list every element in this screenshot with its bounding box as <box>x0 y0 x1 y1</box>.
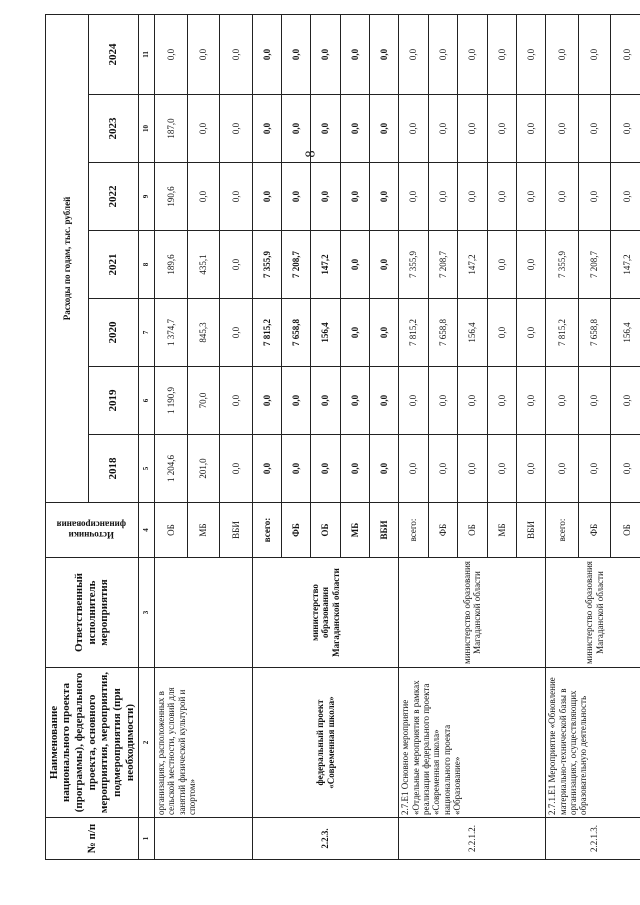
column-index: 1 <box>139 818 155 860</box>
funding-source: ФБ <box>578 503 611 558</box>
value-cell: 0,0 <box>399 435 428 503</box>
value-cell: 0,0 <box>340 163 369 231</box>
value-cell: 845,3 <box>187 299 220 367</box>
value-cell: 0,0 <box>370 299 399 367</box>
value-cell: 0,0 <box>155 14 188 94</box>
value-cell: 0,0 <box>220 435 253 503</box>
value-cell: 0,0 <box>311 95 340 163</box>
header-num: № п/п <box>46 818 139 860</box>
value-cell: 0,0 <box>546 163 579 231</box>
value-cell: 0,0 <box>282 435 311 503</box>
value-cell: 7 815,2 <box>399 299 428 367</box>
value-cell: 7 208,7 <box>428 231 457 299</box>
row-name: организациях, расположенных в сельской местности, условий для занятий физической культурой и спортом» <box>155 668 253 818</box>
value-cell: 0,0 <box>611 367 640 435</box>
value-cell: 0,0 <box>428 95 457 163</box>
value-cell: 0,0 <box>428 367 457 435</box>
header-year: 2024 <box>88 14 138 94</box>
value-cell: 0,0 <box>516 14 545 94</box>
funding-source: ОБ <box>155 503 188 558</box>
value-cell: 0,0 <box>487 299 516 367</box>
value-cell: 0,0 <box>487 435 516 503</box>
value-cell: 0,0 <box>252 367 281 435</box>
column-index: 10 <box>139 95 155 163</box>
header-source <box>46 503 139 558</box>
value-cell: 0,0 <box>578 367 611 435</box>
value-cell: 0,0 <box>220 299 253 367</box>
value-cell: 70,0 <box>187 367 220 435</box>
value-cell: 147,2 <box>311 231 340 299</box>
value-cell: 435,1 <box>187 231 220 299</box>
value-cell: 201,0 <box>187 435 220 503</box>
column-index: 9 <box>139 163 155 231</box>
funding-source: всего: <box>546 503 579 558</box>
header-year: 2019 <box>88 367 138 435</box>
header-source-text: Источники финансирования <box>56 520 126 541</box>
table-row <box>155 14 188 859</box>
funding-source: ВБИ <box>516 503 545 558</box>
value-cell: 0,0 <box>516 163 545 231</box>
value-cell: 7 355,9 <box>399 231 428 299</box>
value-cell: 0,0 <box>340 95 369 163</box>
value-cell: 0,0 <box>516 95 545 163</box>
value-cell: 0,0 <box>399 163 428 231</box>
funding-source: ОБ <box>311 503 340 558</box>
value-cell: 0,0 <box>458 95 487 163</box>
value-cell: 156,4 <box>611 299 640 367</box>
table-row <box>399 14 428 859</box>
header-year: 2021 <box>88 231 138 299</box>
value-cell: 0,0 <box>282 14 311 94</box>
funding-source: ОБ <box>458 503 487 558</box>
value-cell: 156,4 <box>458 299 487 367</box>
column-index: 3 <box>139 558 155 668</box>
value-cell: 0,0 <box>370 367 399 435</box>
value-cell: 0,0 <box>340 367 369 435</box>
table-row <box>546 14 579 859</box>
value-cell: 0,0 <box>220 231 253 299</box>
value-cell: 0,0 <box>458 435 487 503</box>
budget-table <box>45 14 640 860</box>
value-cell: 7 658,8 <box>282 299 311 367</box>
value-cell: 0,0 <box>428 435 457 503</box>
value-cell: 0,0 <box>282 367 311 435</box>
row-number: 2.2.1.2. <box>399 818 546 860</box>
funding-source: МБ <box>340 503 369 558</box>
value-cell: 147,2 <box>611 231 640 299</box>
value-cell: 0,0 <box>578 435 611 503</box>
value-cell: 0,0 <box>399 367 428 435</box>
rotated-table-wrapper <box>45 15 632 860</box>
column-index: 6 <box>139 367 155 435</box>
value-cell: 0,0 <box>370 231 399 299</box>
funding-source: МБ <box>487 503 516 558</box>
value-cell: 7 815,2 <box>252 299 281 367</box>
value-cell: 0,0 <box>340 231 369 299</box>
header-year: 2018 <box>88 435 138 503</box>
value-cell: 0,0 <box>487 163 516 231</box>
value-cell: 0,0 <box>516 299 545 367</box>
value-cell: 1 204,6 <box>155 435 188 503</box>
value-cell: 0,0 <box>370 95 399 163</box>
value-cell: 190,6 <box>155 163 188 231</box>
value-cell: 0,0 <box>611 435 640 503</box>
value-cell: 0,0 <box>487 367 516 435</box>
table-body <box>155 14 640 859</box>
value-cell: 0,0 <box>340 299 369 367</box>
value-cell: 0,0 <box>311 163 340 231</box>
value-cell: 156,4 <box>311 299 340 367</box>
index-row <box>139 14 155 859</box>
row-number: 2.2.3. <box>252 818 399 860</box>
column-index: 7 <box>139 299 155 367</box>
column-index: 11 <box>139 14 155 94</box>
value-cell: 0,0 <box>187 14 220 94</box>
row-number: 2.2.1.3. <box>546 818 640 860</box>
funding-source: ВБИ <box>370 503 399 558</box>
funding-source: всего: <box>252 503 281 558</box>
value-cell: 1 374,7 <box>155 299 188 367</box>
value-cell: 7 815,2 <box>546 299 579 367</box>
value-cell: 0,0 <box>458 14 487 94</box>
column-index: 2 <box>139 668 155 818</box>
value-cell: 0,0 <box>487 95 516 163</box>
value-cell: 0,0 <box>252 95 281 163</box>
page-number: 8 <box>303 150 319 158</box>
row-name: 2.7.Е1 Основное мероприятие «Отдельные мероприятия в рамках реализации федерального проекта «Современная школа» национального проекта «Образование» <box>399 668 546 818</box>
funding-source: ОБ <box>611 503 640 558</box>
value-cell: 0,0 <box>428 163 457 231</box>
value-cell: 0,0 <box>611 95 640 163</box>
value-cell: 0,0 <box>311 435 340 503</box>
value-cell: 0,0 <box>611 163 640 231</box>
value-cell: 0,0 <box>220 95 253 163</box>
header-executor: Ответственный исполнитель мероприятия <box>46 558 139 668</box>
header-name: Наименование национального проекта (программы), федерального проекта, основного мероприятия, мероприятия, подмероприятия (при необходимости) <box>46 668 139 818</box>
value-cell: 0,0 <box>282 163 311 231</box>
value-cell: 0,0 <box>546 14 579 94</box>
value-cell: 147,2 <box>458 231 487 299</box>
value-cell: 7 208,7 <box>578 231 611 299</box>
table-row <box>252 14 281 859</box>
column-index: 5 <box>139 435 155 503</box>
value-cell: 0,0 <box>187 163 220 231</box>
header-year: 2022 <box>88 163 138 231</box>
funding-source: ВБИ <box>220 503 253 558</box>
value-cell: 7 658,8 <box>428 299 457 367</box>
value-cell: 0,0 <box>252 435 281 503</box>
header-year: 2020 <box>88 299 138 367</box>
value-cell: 0,0 <box>428 14 457 94</box>
value-cell: 0,0 <box>220 163 253 231</box>
funding-source: ФБ <box>428 503 457 558</box>
row-executor: министерство образования Магаданской области <box>252 558 399 668</box>
value-cell: 0,0 <box>340 435 369 503</box>
column-index: 8 <box>139 231 155 299</box>
row-executor: министерство образования Магаданской области <box>546 558 640 668</box>
value-cell: 0,0 <box>578 14 611 94</box>
value-cell: 7 658,8 <box>578 299 611 367</box>
value-cell: 0,0 <box>220 367 253 435</box>
funding-source: МБ <box>187 503 220 558</box>
value-cell: 0,0 <box>546 367 579 435</box>
value-cell: 0,0 <box>311 14 340 94</box>
row-name: федеральный проект «Современная школа» <box>252 668 399 818</box>
funding-source: ФБ <box>282 503 311 558</box>
column-index: 4 <box>139 503 155 558</box>
row-number <box>155 818 253 860</box>
value-cell: 0,0 <box>252 14 281 94</box>
value-cell: 0,0 <box>611 14 640 94</box>
value-cell: 0,0 <box>487 14 516 94</box>
value-cell: 0,0 <box>458 163 487 231</box>
value-cell: 0,0 <box>370 14 399 94</box>
value-cell: 0,0 <box>252 163 281 231</box>
value-cell: 0,0 <box>516 231 545 299</box>
value-cell: 0,0 <box>370 163 399 231</box>
value-cell: 0,0 <box>516 367 545 435</box>
row-executor: министерство образования Магаданской области <box>399 558 546 668</box>
value-cell: 0,0 <box>487 231 516 299</box>
value-cell: 0,0 <box>578 163 611 231</box>
value-cell: 7 355,9 <box>546 231 579 299</box>
value-cell: 0,0 <box>340 14 369 94</box>
funding-source: всего: <box>399 503 428 558</box>
value-cell: 0,0 <box>458 367 487 435</box>
value-cell: 0,0 <box>220 14 253 94</box>
value-cell: 0,0 <box>578 95 611 163</box>
value-cell: 0,0 <box>187 95 220 163</box>
row-name: 2.7.1.Е1 Мероприятие «Обновление материально-технической базы в организациях, осуществляющих образовательную деятельность <box>546 668 640 818</box>
header-year: 2023 <box>88 95 138 163</box>
value-cell: 0,0 <box>399 95 428 163</box>
value-cell: 0,0 <box>516 435 545 503</box>
value-cell: 189,6 <box>155 231 188 299</box>
value-cell: 0,0 <box>399 14 428 94</box>
value-cell: 7 355,9 <box>252 231 281 299</box>
value-cell: 0,0 <box>311 367 340 435</box>
row-executor <box>155 558 253 668</box>
value-cell: 0,0 <box>546 435 579 503</box>
value-cell: 0,0 <box>282 95 311 163</box>
value-cell: 187,0 <box>155 95 188 163</box>
header-costs: Расходы по годам, тыс. рублей <box>46 14 89 502</box>
value-cell: 0,0 <box>370 435 399 503</box>
value-cell: 1 190,9 <box>155 367 188 435</box>
value-cell: 7 208,7 <box>282 231 311 299</box>
value-cell: 0,0 <box>546 95 579 163</box>
